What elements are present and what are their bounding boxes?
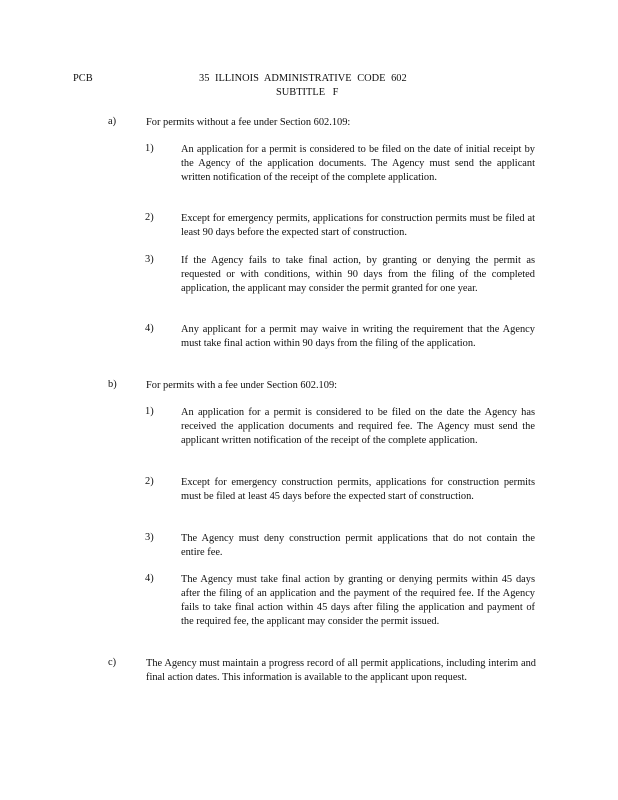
section-b-label: b): [108, 379, 117, 390]
section-a-item-3-text: If the Agency fails to take final action, by granting or denying the permit as requested or with conditions, within 90 days from the filing of the completed application, the applicant may consider the permit granted for one year.: [181, 255, 535, 294]
section-b-item-4-text: The Agency must take final action by granting or denying permits within 45 days after the filing of an application and the payment of the required fee. If the Agency fails to take final action within 45 days after filing the application and payment of the required fee, the applicant may consider the permit issued.: [181, 574, 535, 627]
section-c-label: c): [108, 657, 117, 668]
header-agency: PCB: [73, 73, 93, 84]
section-a-text: For permits without a fee under Section 602.109:: [146, 117, 351, 128]
section-a-item-2-text: Except for emergency permits, applications for construction permits must be filed at least 90 days before the expected start of construction.: [181, 213, 535, 238]
section-b-item-1-text: An application for a permit is considered to be filed on the date the Agency has received the application documents and required fee. The Agency must send the applicant written notification of the receipt of the complete application.: [181, 407, 535, 446]
header-title-code: 35 ILLINOIS ADMINISTRATIVE CODE 602: [199, 73, 407, 84]
section-b-item-2-text: Except for emergency construction permits, applications for construction permits must be filed at least 45 days before the expected start of construction.: [181, 477, 535, 502]
section-a-item-1-text: An application for a permit is considered to be filed on the date of initial receipt by the Agency of the application documents. The Agency must send the applicant written notification of the receipt of the complete application.: [181, 144, 535, 183]
section-b-item-2-label: 2): [145, 476, 154, 487]
section-a-item-4-label: 4): [145, 323, 154, 334]
section-b-item-4-label: 4): [145, 573, 154, 584]
header-title-subtitle: SUBTITLE F: [276, 87, 339, 98]
section-b-text: For permits with a fee under Section 602.109:: [146, 380, 338, 391]
section-b-item-3-text: The Agency must deny construction permit applications that do not contain the entire fee.: [181, 533, 535, 558]
section-a-item-4-text: Any applicant for a permit may waive in writing the requirement that the Agency must take final action within 90 days from the filing of the application.: [181, 324, 535, 349]
section-c-text: The Agency must maintain a progress record of all permit applications, including interim and final action dates. This information is available to the applicant upon request.: [146, 658, 536, 683]
section-a-item-2-label: 2): [145, 212, 154, 223]
section-b-item-1-label: 1): [145, 406, 154, 417]
section-b-item-3-label: 3): [145, 532, 154, 543]
section-a-item-1-label: 1): [145, 143, 154, 154]
section-a-label: a): [108, 116, 117, 127]
section-a-item-3-label: 3): [145, 254, 154, 265]
